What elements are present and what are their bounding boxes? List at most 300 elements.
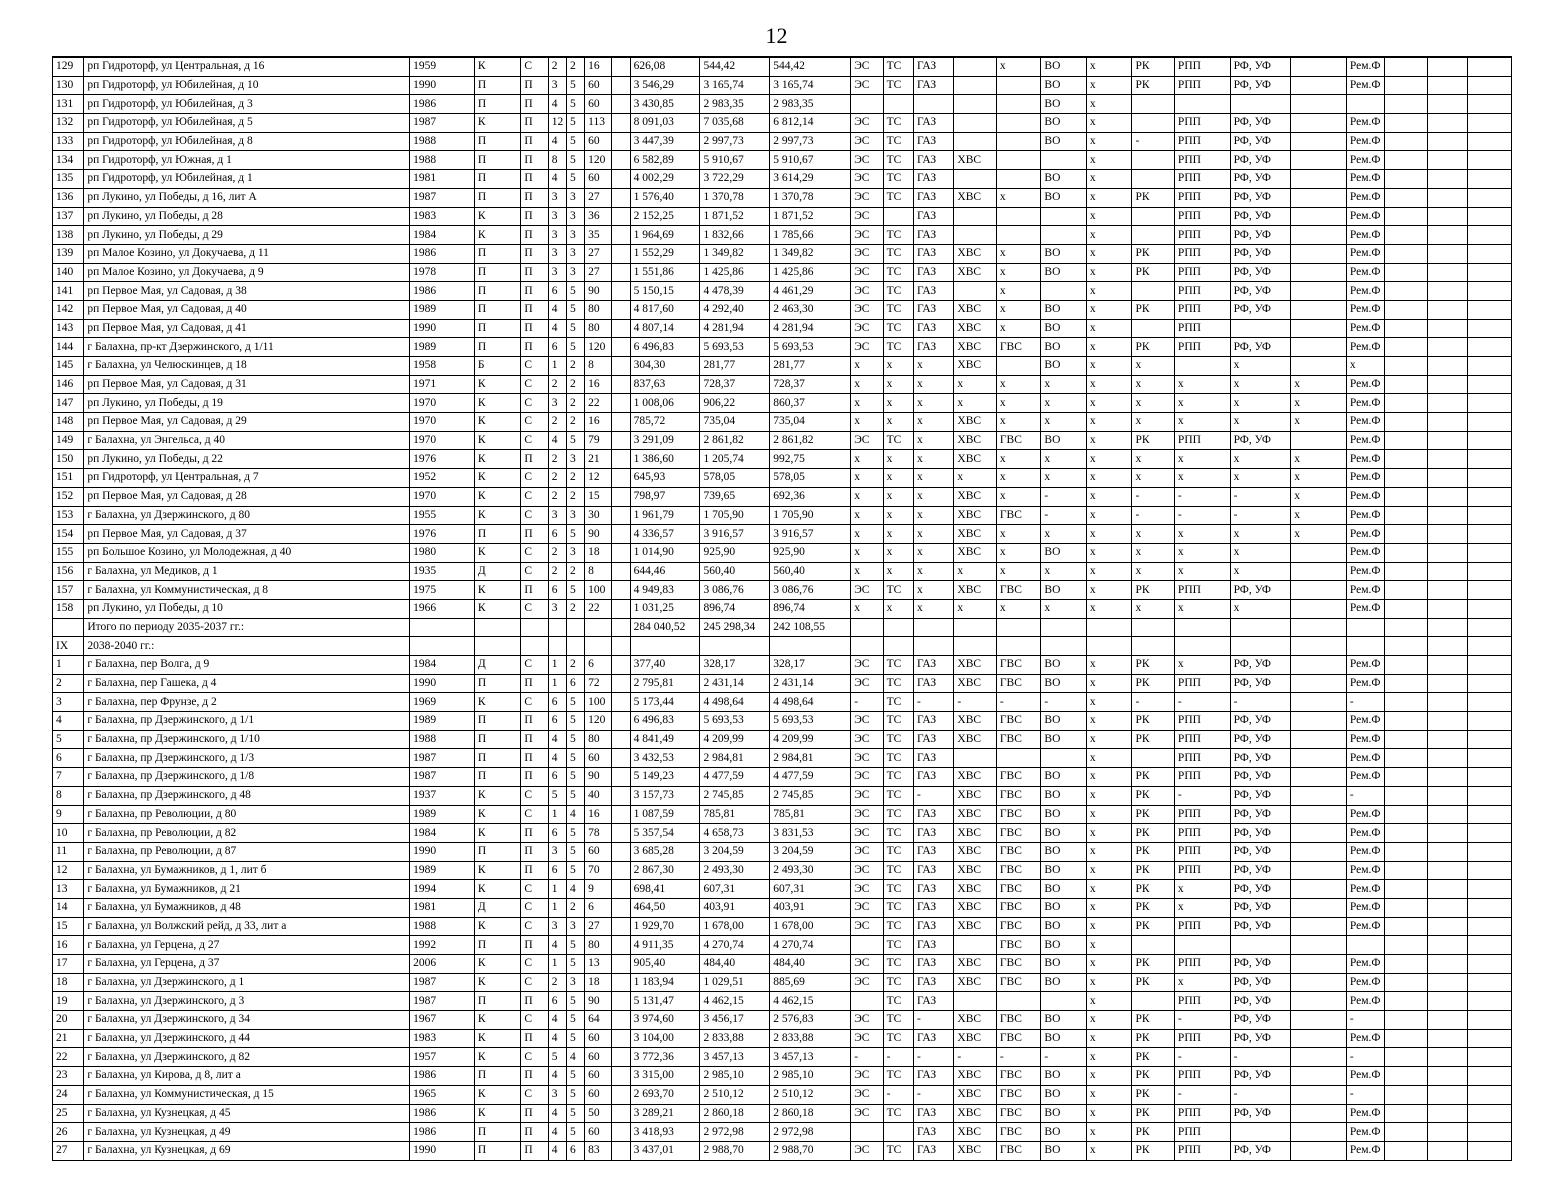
table-cell: 21 [53, 1029, 84, 1048]
table-cell [1385, 992, 1427, 1011]
table-cell [1385, 973, 1427, 992]
table-cell [1385, 506, 1427, 525]
table-cell: П [521, 282, 548, 301]
table-cell: 4 209,99 [700, 730, 770, 749]
table-cell [1427, 543, 1467, 562]
table-cell [1041, 618, 1087, 637]
table-cell: 281,77 [700, 357, 770, 376]
table-cell: 1 205,74 [700, 450, 770, 469]
table-cell [612, 1085, 630, 1104]
table-cell: 15 [53, 917, 84, 936]
table-cell: х [996, 244, 1041, 263]
table-cell [1427, 730, 1467, 749]
table-cell: - [1230, 487, 1291, 506]
table-cell: ГАЗ [913, 805, 953, 824]
table-cell: х [1174, 394, 1230, 413]
table-cell: РПП [1174, 244, 1230, 263]
table-cell [1291, 1029, 1347, 1048]
table-cell: рп Гидроторф, ул Центральная, д 16 [84, 57, 410, 76]
table-cell: ГАЗ [913, 57, 953, 76]
table-cell: 78 [585, 824, 612, 843]
table-row [53, 431, 1512, 450]
table-cell: 1987 [410, 114, 475, 133]
table-cell: ЭС [851, 730, 883, 749]
table-cell: 4 270,74 [770, 936, 851, 955]
table-cell: - [996, 693, 1041, 712]
table-cell: 24 [53, 1085, 84, 1104]
table-cell: РПП [1174, 1141, 1230, 1160]
table-cell: Рем.Ф [1346, 170, 1384, 189]
table-cell: 4 949,83 [630, 581, 700, 600]
table-cell: ТС [883, 151, 913, 170]
table-cell [1427, 450, 1467, 469]
table-cell: ВО [1041, 842, 1087, 861]
table-cell: 3 457,13 [770, 1048, 851, 1067]
table-cell: 4 [548, 730, 566, 749]
table-cell: 6 582,89 [630, 151, 700, 170]
table-cell: г Балахна, ул Дзержинского, д 80 [84, 506, 410, 525]
table-cell: Рем.Ф [1346, 1029, 1384, 1048]
table-cell: х [954, 562, 996, 581]
table-cell: г Балахна, пр Дзержинского, д 1/3 [84, 749, 410, 768]
table-cell: Рем.Ф [1346, 431, 1384, 450]
table-cell: г Балахна, ул Волжский рейд, д 33, лит а [84, 917, 410, 936]
table-cell [1385, 581, 1427, 600]
table-cell: 1 008,06 [630, 394, 700, 413]
table-cell: 4 [566, 1048, 584, 1067]
table-cell: х [1041, 375, 1087, 394]
table-cell: ГВС [996, 506, 1041, 525]
table-cell: С [521, 57, 548, 76]
table-cell [1385, 151, 1427, 170]
table-cell: 1992 [410, 936, 475, 955]
table-cell [1385, 898, 1427, 917]
table-cell: РК [1132, 917, 1174, 936]
table-cell: 281,77 [770, 357, 851, 376]
table-cell: Рем.Ф [1346, 898, 1384, 917]
table-cell: х [851, 375, 883, 394]
table-cell: РФ, УФ [1230, 151, 1291, 170]
table-cell: г Балахна, пр Дзержинского, д 1/1 [84, 712, 410, 731]
table-cell: х [1174, 469, 1230, 488]
table-cell: ГАЗ [913, 1067, 953, 1086]
table-cell: ВО [1041, 955, 1087, 974]
table-cell: 1 386,60 [630, 450, 700, 469]
table-cell [1385, 637, 1427, 656]
table-cell [954, 76, 996, 95]
table-cell [1427, 95, 1467, 114]
table-cell: С [521, 955, 548, 974]
table-cell: - [1346, 1085, 1384, 1104]
table-cell: х [996, 469, 1041, 488]
table-cell: Рем.Ф [1346, 973, 1384, 992]
table-cell: РК [1132, 861, 1174, 880]
table-cell: 5 [566, 861, 584, 880]
table-cell: х [883, 525, 913, 544]
table-cell: Рем.Ф [1346, 543, 1384, 562]
table-cell [1291, 1141, 1347, 1160]
table-cell: ЭС [851, 805, 883, 824]
table-cell: 2 [566, 487, 584, 506]
table-cell: К [474, 375, 521, 394]
table-cell: 3 [548, 394, 566, 413]
table-cell: 26 [53, 1123, 84, 1142]
table-cell: 3 456,17 [700, 1011, 770, 1030]
table-cell: Рем.Ф [1346, 188, 1384, 207]
table-cell: 5 [566, 431, 584, 450]
table-cell: ВО [1041, 581, 1087, 600]
table-cell: Рем.Ф [1346, 114, 1384, 133]
table-cell: х [913, 431, 953, 450]
table-cell: П [474, 1067, 521, 1086]
table-cell: ВО [1041, 319, 1087, 338]
table-cell [1427, 1067, 1467, 1086]
table-cell [1468, 749, 1512, 768]
table-cell [1291, 151, 1347, 170]
table-row [53, 525, 1512, 544]
table-cell [612, 674, 630, 693]
table-cell: 90 [585, 282, 612, 301]
table-cell: ТС [883, 842, 913, 861]
table-cell: ТС [883, 749, 913, 768]
table-cell: 1970 [410, 487, 475, 506]
table-cell [612, 319, 630, 338]
table-cell: 5 [566, 712, 584, 731]
table-cell: - [1174, 1048, 1230, 1067]
table-cell [1427, 749, 1467, 768]
table-cell [1427, 637, 1467, 656]
table-cell: Рем.Ф [1346, 76, 1384, 95]
table-cell [851, 618, 883, 637]
table-cell: рп Первое Мая, ул Садовая, д 29 [84, 413, 410, 432]
table-cell [1346, 637, 1384, 656]
table-cell: ВО [1041, 880, 1087, 899]
table-cell: 2 [548, 562, 566, 581]
table-cell: П [521, 114, 548, 133]
table-cell: ХВС [954, 880, 996, 899]
table-cell: х [996, 562, 1041, 581]
table-cell: 2 745,85 [770, 786, 851, 805]
table-cell: РК [1132, 57, 1174, 76]
table-row [53, 300, 1512, 319]
table-cell: ЭС [851, 824, 883, 843]
table-cell [1291, 955, 1347, 974]
table-cell: 3 430,85 [630, 95, 700, 114]
table-cell: РФ, УФ [1230, 898, 1291, 917]
table-cell: Рем.Ф [1346, 992, 1384, 1011]
table-cell [1468, 936, 1512, 955]
table-cell: 2 983,35 [700, 95, 770, 114]
table-cell: ТС [883, 880, 913, 899]
table-row [53, 693, 1512, 712]
table-cell: ГВС [996, 917, 1041, 936]
table-cell: г Балахна, ул Кузнецкая, д 45 [84, 1104, 410, 1123]
table-cell: - [1041, 487, 1087, 506]
table-cell: г Балахна, ул Дзержинского, д 82 [84, 1048, 410, 1067]
table-cell: х [996, 599, 1041, 618]
table-cell: Д [474, 562, 521, 581]
table-cell: 1 370,78 [770, 188, 851, 207]
table-cell [1427, 525, 1467, 544]
table-cell: х [851, 394, 883, 413]
table-cell [1291, 1123, 1347, 1142]
table-cell: 129 [53, 57, 84, 76]
table-cell: П [474, 319, 521, 338]
table-cell: 6 496,83 [630, 338, 700, 357]
table-cell: ВО [1041, 824, 1087, 843]
table-cell: х [1174, 413, 1230, 432]
table-row [53, 357, 1512, 376]
table-cell: РК [1132, 973, 1174, 992]
table-cell [1291, 674, 1347, 693]
table-cell: ГВС [996, 1141, 1041, 1160]
table-cell: ГАЗ [913, 132, 953, 151]
table-cell [996, 992, 1041, 1011]
table-cell: 3 974,60 [630, 1011, 700, 1030]
table-cell [612, 525, 630, 544]
table-cell: г Балахна, ул Дзержинского, д 3 [84, 992, 410, 1011]
table-cell: ГВС [996, 712, 1041, 731]
table-cell: 80 [585, 730, 612, 749]
table-cell: РФ, УФ [1230, 207, 1291, 226]
table-cell: 2 997,73 [700, 132, 770, 151]
table-cell: 1989 [410, 338, 475, 357]
table-cell: 3 204,59 [700, 842, 770, 861]
table-cell [883, 207, 913, 226]
table-cell [1427, 151, 1467, 170]
table-cell: Рем.Ф [1346, 413, 1384, 432]
table-cell: 27 [53, 1141, 84, 1160]
table-cell: рп Гидроторф, ул Юбилейная, д 3 [84, 95, 410, 114]
table-cell: 144 [53, 338, 84, 357]
table-cell: 5 910,67 [700, 151, 770, 170]
table-cell: 4 462,15 [700, 992, 770, 1011]
table-cell: 79 [585, 431, 612, 450]
table-cell: 5 [566, 824, 584, 843]
table-cell: П [474, 188, 521, 207]
table-cell: 5 [566, 95, 584, 114]
table-cell [612, 1104, 630, 1123]
table-cell: 925,90 [700, 543, 770, 562]
table-cell [1291, 95, 1347, 114]
table-cell: 3 457,13 [700, 1048, 770, 1067]
table-cell: 2 861,82 [700, 431, 770, 450]
table-cell: ВО [1041, 357, 1087, 376]
table-cell: 4 [566, 880, 584, 899]
table-cell [612, 506, 630, 525]
table-cell [474, 637, 521, 656]
table-cell: 3 [548, 207, 566, 226]
table-cell: 27 [585, 917, 612, 936]
table-cell: ВО [1041, 805, 1087, 824]
table-cell: 80 [585, 936, 612, 955]
table-cell: 5 [566, 1029, 584, 1048]
table-cell: ЭС [851, 319, 883, 338]
table-cell: ТС [883, 805, 913, 824]
table-cell: х [913, 357, 953, 376]
table-cell: 2 [566, 413, 584, 432]
table-cell: х [1086, 413, 1132, 432]
table-cell: 113 [585, 114, 612, 133]
table-cell: Рем.Ф [1346, 450, 1384, 469]
table-cell: 1990 [410, 319, 475, 338]
table-cell: ХВС [954, 1011, 996, 1030]
table-cell: 5 131,47 [630, 992, 700, 1011]
table-cell: х [1086, 730, 1132, 749]
table-cell: С [521, 880, 548, 899]
table-cell [1468, 880, 1512, 899]
table-cell: рп Первое Мая, ул Садовая, д 37 [84, 525, 410, 544]
table-cell: 3 614,29 [770, 170, 851, 189]
table-cell: х [1132, 562, 1174, 581]
table-cell: 1988 [410, 917, 475, 936]
table-cell [1427, 170, 1467, 189]
table-cell: г Балахна, ул Герцена, д 27 [84, 936, 410, 955]
table-cell: 1952 [410, 469, 475, 488]
table-cell: 1 678,00 [770, 917, 851, 936]
table-cell: ТС [883, 992, 913, 1011]
table-cell: ГАЗ [913, 824, 953, 843]
table-cell [1427, 786, 1467, 805]
table-cell: К [474, 786, 521, 805]
table-cell: ХВС [954, 973, 996, 992]
table-cell [1291, 300, 1347, 319]
table-row [53, 151, 1512, 170]
table-cell: 5 [566, 992, 584, 1011]
table-cell: - [996, 1048, 1041, 1067]
table-cell: 4 498,64 [700, 693, 770, 712]
table-cell [1468, 132, 1512, 151]
table-cell: 1987 [410, 749, 475, 768]
table-cell [1291, 543, 1347, 562]
table-cell [1427, 712, 1467, 731]
table-cell: 150 [53, 450, 84, 469]
table-cell: 1 [548, 674, 566, 693]
table-cell: х [1086, 319, 1132, 338]
table-cell: 403,91 [700, 898, 770, 917]
table-cell: 6 496,83 [630, 712, 700, 731]
table-cell [954, 95, 996, 114]
table-cell: х [1041, 525, 1087, 544]
table-row [53, 319, 1512, 338]
table-cell [1385, 824, 1427, 843]
table-cell: 2 [566, 469, 584, 488]
table-cell [612, 282, 630, 301]
table-cell: 157 [53, 581, 84, 600]
table-cell: 120 [585, 151, 612, 170]
table-cell [1230, 618, 1291, 637]
table-cell: ВО [1041, 786, 1087, 805]
table-cell: рп Лукино, ул Победы, д 19 [84, 394, 410, 413]
table-cell: ТС [883, 824, 913, 843]
table-cell: Рем.Ф [1346, 57, 1384, 76]
table-cell [1468, 469, 1512, 488]
table-cell [1385, 768, 1427, 787]
table-cell: 1937 [410, 786, 475, 805]
table-cell: РФ, УФ [1230, 1029, 1291, 1048]
table-cell: ТС [883, 319, 913, 338]
table-cell: - [1174, 1085, 1230, 1104]
table-cell [1468, 95, 1512, 114]
table-cell: ГАЗ [913, 880, 953, 899]
table-cell: Рем.Ф [1346, 487, 1384, 506]
table-row [53, 114, 1512, 133]
table-cell: ВО [1041, 973, 1087, 992]
table-cell: рп Гидроторф, ул Юбилейная, д 5 [84, 114, 410, 133]
table-cell [954, 749, 996, 768]
table-cell: 7 035,68 [700, 114, 770, 133]
table-cell: х [1132, 357, 1174, 376]
table-cell: ГВС [996, 338, 1041, 357]
table-cell [1385, 730, 1427, 749]
table-cell: х [1041, 450, 1087, 469]
table-cell: 3 315,00 [630, 1067, 700, 1086]
table-cell: П [474, 842, 521, 861]
table-cell [1468, 1123, 1512, 1142]
table-cell [1086, 637, 1132, 656]
table-cell: 60 [585, 842, 612, 861]
table-cell: 4 [548, 1141, 566, 1160]
table-cell: ГАЗ [913, 338, 953, 357]
table-cell: 1 785,66 [770, 226, 851, 245]
table-cell: х [1291, 394, 1347, 413]
table-cell: РК [1132, 188, 1174, 207]
table-cell: х [1086, 226, 1132, 245]
table-cell: П [521, 824, 548, 843]
table-row [53, 581, 1512, 600]
table-cell: 5 693,53 [770, 338, 851, 357]
table-cell: х [1041, 599, 1087, 618]
table-cell [1427, 76, 1467, 95]
table-cell: 2 [566, 562, 584, 581]
table-cell: ТС [883, 861, 913, 880]
table-cell: РФ, УФ [1230, 1067, 1291, 1086]
table-cell: 3 [566, 917, 584, 936]
table-cell: 5 693,53 [770, 712, 851, 731]
table-cell: ГАЗ [913, 207, 953, 226]
table-cell [1346, 936, 1384, 955]
table-cell: 6 [548, 861, 566, 880]
table-cell [1230, 319, 1291, 338]
table-cell: ТС [883, 300, 913, 319]
table-cell: П [521, 300, 548, 319]
table-cell: ХВС [954, 431, 996, 450]
table-cell: 135 [53, 170, 84, 189]
table-cell: - [1041, 1048, 1087, 1067]
table-cell: х [1086, 1141, 1132, 1160]
table-cell [1427, 132, 1467, 151]
table-cell: Рем.Ф [1346, 207, 1384, 226]
table-cell: х [996, 487, 1041, 506]
table-cell: РФ, УФ [1230, 973, 1291, 992]
table-cell [1385, 1085, 1427, 1104]
table-cell [612, 469, 630, 488]
table-cell: РПП [1174, 57, 1230, 76]
table-cell: 1 576,40 [630, 188, 700, 207]
table-cell: ГАЗ [913, 151, 953, 170]
table-cell: 1 349,82 [770, 244, 851, 263]
table-cell: К [474, 917, 521, 936]
table-cell: РК [1132, 842, 1174, 861]
table-cell: 1989 [410, 861, 475, 880]
table-cell: х [1041, 562, 1087, 581]
table-row [53, 226, 1512, 245]
table-cell: - [913, 786, 953, 805]
table-cell: х [1086, 805, 1132, 824]
table-cell: ХВС [954, 674, 996, 693]
table-cell: ЭС [851, 1067, 883, 1086]
table-cell: П [474, 992, 521, 1011]
